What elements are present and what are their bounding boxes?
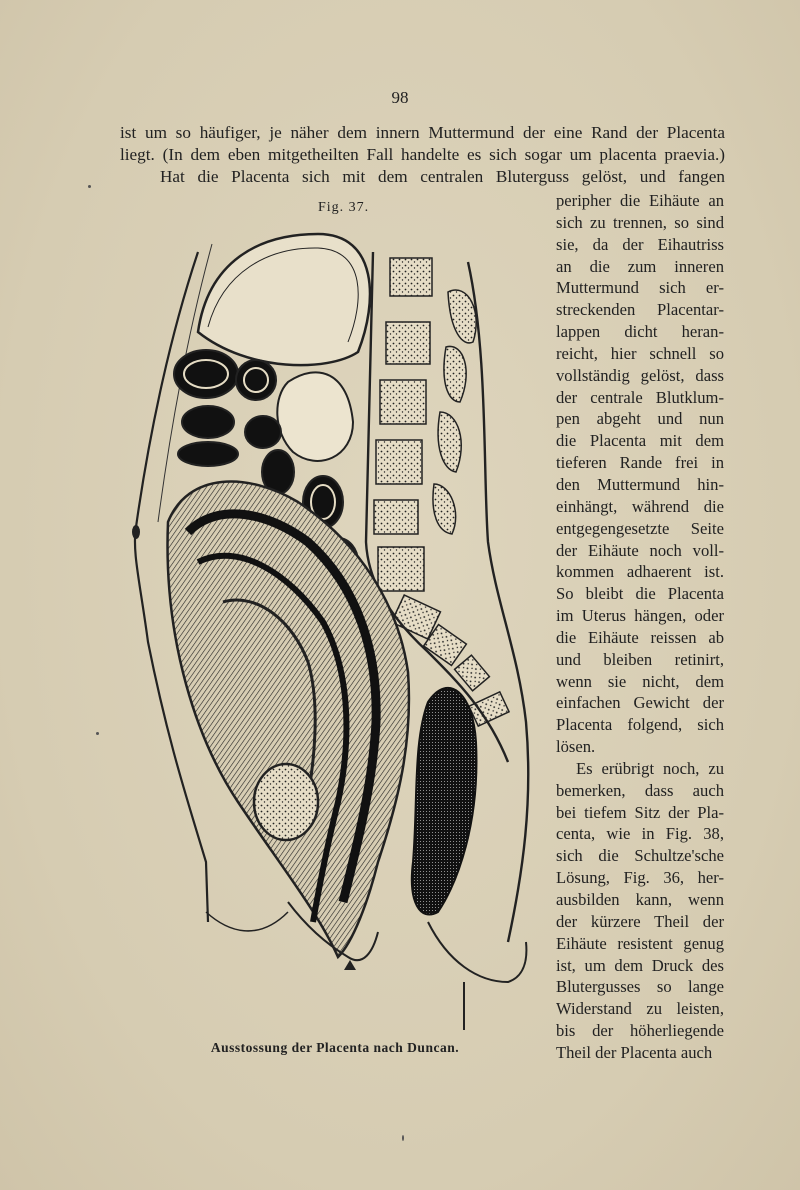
paper-speck xyxy=(402,1135,404,1141)
column-line: sie, da der Eihautriss xyxy=(556,234,724,254)
column-line: Muttermund sich er- xyxy=(556,278,724,298)
column-line: lappen dicht heran- xyxy=(556,322,724,342)
column-line: ist, um dem Druck des xyxy=(556,955,724,975)
column-line: Blutergusses so lange xyxy=(556,977,724,997)
column-line: Eihäute resistent genug xyxy=(556,933,724,953)
column-line: die Eihäute reissen ab xyxy=(556,627,724,647)
body-line-1: ist um so häufiger, je näher dem innern Muttermund der eine Rand der Placenta xyxy=(120,123,725,142)
column-line: streckenden Placentar- xyxy=(556,300,724,320)
column-line: sich die Schultze'sche xyxy=(556,846,724,866)
body-line-2: liegt. (In dem eben mitgetheilten Fall handelte es sich sogar um placenta praevia.) xyxy=(120,145,725,164)
column-line: Widerstand zu leisten, xyxy=(556,999,724,1019)
column-line: Lösung, Fig. 36, her- xyxy=(556,868,724,888)
column-line: einfachen Gewicht der xyxy=(556,693,724,713)
column-line: sich zu trennen, so sind xyxy=(556,212,724,232)
column-line: centa, wie in Fig. 38, xyxy=(556,824,724,844)
figure-caption: Ausstossung der Placenta nach Duncan. xyxy=(210,1040,460,1055)
column-line: vollständig gelöst, dass xyxy=(556,365,724,385)
column-line: der Eihäute noch voll- xyxy=(556,540,724,560)
column-line: pen abgeht und nun xyxy=(556,409,724,429)
text-column xyxy=(556,190,724,1064)
column-line: Es erübrigt noch, zu xyxy=(576,758,724,778)
column-line: der kürzere Theil der xyxy=(556,911,724,931)
column-line: kommen adhaerent ist. xyxy=(556,562,724,582)
anatomical-figure xyxy=(128,222,540,1032)
column-line: bemerken, dass auch xyxy=(556,780,724,800)
column-line: im Uterus hängen, oder xyxy=(556,606,724,626)
column-line: tieferen Rande frei in xyxy=(556,453,724,473)
column-line: lösen. xyxy=(556,737,596,757)
column-line: Placenta folgend, sich xyxy=(556,715,724,735)
figure-label: Fig. 37. xyxy=(318,200,370,215)
column-line: an die zum inneren xyxy=(556,256,724,276)
column-line: peripher die Eihäute an xyxy=(556,191,724,210)
column-line: Theil der Placenta auch xyxy=(556,1042,713,1062)
column-line: den Muttermund hin- xyxy=(556,474,724,494)
column-line: die Placenta mit dem xyxy=(556,431,724,451)
column-line: einhängt, während die xyxy=(556,496,724,516)
column-line: entgegengesetzte Seite xyxy=(556,518,724,538)
column-line: reicht, hier schnell so xyxy=(556,343,724,363)
page-number: 98 xyxy=(391,88,409,107)
paper-speck xyxy=(96,732,99,735)
column-line: ausbilden kann, wenn xyxy=(556,890,724,909)
body-line-3: Hat die Placenta sich mit dem centralen Bluterguss gelöst, und fangen xyxy=(160,167,725,186)
column-line: und bleiben retinirt, xyxy=(556,649,724,669)
column-line: bis der höherliegende xyxy=(556,1021,724,1041)
column-line: bei tiefem Sitz der Pla- xyxy=(556,802,724,822)
column-line: wenn sie nicht, dem xyxy=(556,671,724,691)
column-line: So bleibt die Placenta xyxy=(556,584,724,604)
paper-speck xyxy=(88,185,91,188)
column-line: der centrale Blutklum- xyxy=(556,387,724,407)
